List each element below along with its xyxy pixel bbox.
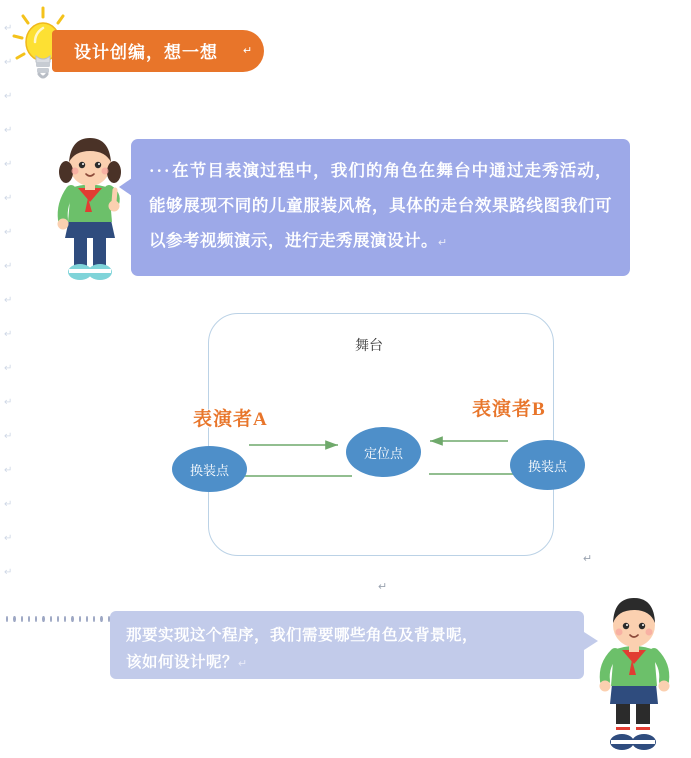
- bottom-bubble-line1: 那要实现这个程序，我们需要哪些角色及背景呢，: [126, 627, 479, 644]
- stage-label: 舞台: [355, 339, 383, 354]
- node-position-point: 定位点: [346, 427, 421, 477]
- performer-b-label: 表演者B: [472, 399, 546, 420]
- bottom-bubble-line2: 该如何设计呢？: [126, 654, 239, 671]
- diagram-pilcrow-below: ↵: [378, 581, 388, 593]
- girl-character: [44, 136, 136, 291]
- diagram-pilcrow-right: ↵: [583, 553, 593, 565]
- main-bubble-body: 在节目表演过程中，我们的角色在舞台中通过走秀活动，能够展现不同的儿童服装风格，具体的走台效果路线图我们可以参考视频演示，进行走秀展演设计。: [149, 161, 612, 250]
- boy-character: [586, 596, 682, 753]
- dotted-divider: [6, 615, 110, 623]
- node-change-point-left: 换装点: [172, 446, 247, 492]
- bottom-bubble-line2-wrap: [126, 649, 568, 678]
- main-bubble-lead-dots: ···: [149, 161, 172, 180]
- bottom-speech-bubble: [110, 611, 584, 679]
- bottom-bubble-pilcrow: ↵: [238, 658, 248, 670]
- main-speech-bubble: [131, 139, 630, 276]
- performer-a-label: 表演者A: [193, 409, 268, 430]
- left-margin-rail: ↵ ↵ ↵ ↵ ↵ ↵ ↵ ↵ ↵ ↵ ↵ ↵ ↵ ↵ ↵ ↵ ↵: [4, 23, 13, 578]
- section-header-pilcrow: ↵: [243, 45, 253, 57]
- node-change-point-right: 换装点: [510, 440, 585, 490]
- main-bubble-pilcrow: ↵: [438, 237, 448, 249]
- main-bubble-text: [149, 153, 612, 261]
- section-header-title: 设计创编，想一想: [74, 43, 218, 62]
